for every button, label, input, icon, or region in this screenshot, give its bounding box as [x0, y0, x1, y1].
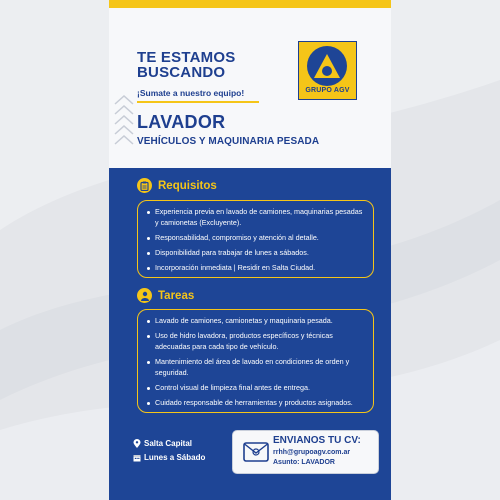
schedule-info: [133, 453, 205, 462]
requisitos-header: [137, 178, 217, 193]
cv-email[interactable]: rrhh@grupoagv.com.ar: [273, 449, 351, 456]
top-accent-bar: [109, 0, 391, 8]
cv-title: ENVIANOS TU CV:: [273, 435, 361, 446]
tareas-title: Tareas: [158, 289, 195, 302]
headline-line-1: TE ESTAMOS: [137, 49, 236, 66]
tagline: ¡Sumate a nuestro equipo!: [137, 88, 245, 98]
logo-emblem-icon: [307, 46, 347, 86]
tareas-box: [137, 309, 374, 413]
requisitos-box: [137, 200, 374, 278]
requisitos-list: [146, 206, 365, 273]
job-title: LAVADOR: [137, 112, 226, 132]
job-poster: [109, 0, 391, 500]
chevron-decoration-icon: [111, 92, 137, 172]
headline: [137, 50, 235, 80]
list-item: Lavado de camiones, camionetas y maquinaria pesada.: [146, 315, 365, 326]
list-item: Incorporación inmediata | Residir en Salta Ciudad.: [146, 262, 365, 273]
tagline-underline: [137, 101, 259, 103]
schedule-text: Lunes a Sábado: [144, 453, 206, 462]
poster-header: [109, 8, 391, 168]
list-item: Control visual de limpieza final antes de entrega.: [146, 382, 365, 393]
clipboard-icon: [137, 178, 152, 193]
job-subtitle: VEHÍCULOS Y MAQUINARIA PESADA: [137, 136, 320, 147]
logo-text: GRUPO AGV: [305, 87, 350, 94]
location-info: [133, 439, 192, 448]
person-icon: [137, 288, 152, 303]
cv-contact-box: [232, 430, 379, 474]
headline-line-2: BUSCANDO: [137, 64, 226, 81]
map-pin-icon: [133, 439, 141, 448]
requisitos-title: Requisitos: [158, 179, 217, 192]
list-item: Mantenimiento del área de lavado en condiciones de orden y seguridad.: [146, 356, 365, 378]
tareas-list: [146, 315, 365, 408]
company-logo: [298, 41, 357, 100]
list-item: Uso de hidro lavadora, productos específicos y técnicas adecuadas para cada tipo de vehículo.: [146, 330, 365, 352]
cv-subject: Asunto: LAVADOR: [273, 459, 335, 466]
tareas-header: [137, 288, 194, 303]
calendar-icon: [133, 454, 141, 462]
location-text: Salta Capital: [144, 439, 193, 448]
list-item: Disponibilidad para trabajar de lunes a sábados.: [146, 247, 365, 258]
list-item: Experiencia previa en lavado de camiones, maquinarias pesadas y camionetas (Excluyente).: [146, 206, 365, 228]
list-item: Responsabilidad, compromiso y atención al detalle.: [146, 232, 365, 243]
list-item: Cuidado responsable de herramientas y productos asignados.: [146, 397, 365, 408]
envelope-at-icon: [243, 439, 269, 463]
